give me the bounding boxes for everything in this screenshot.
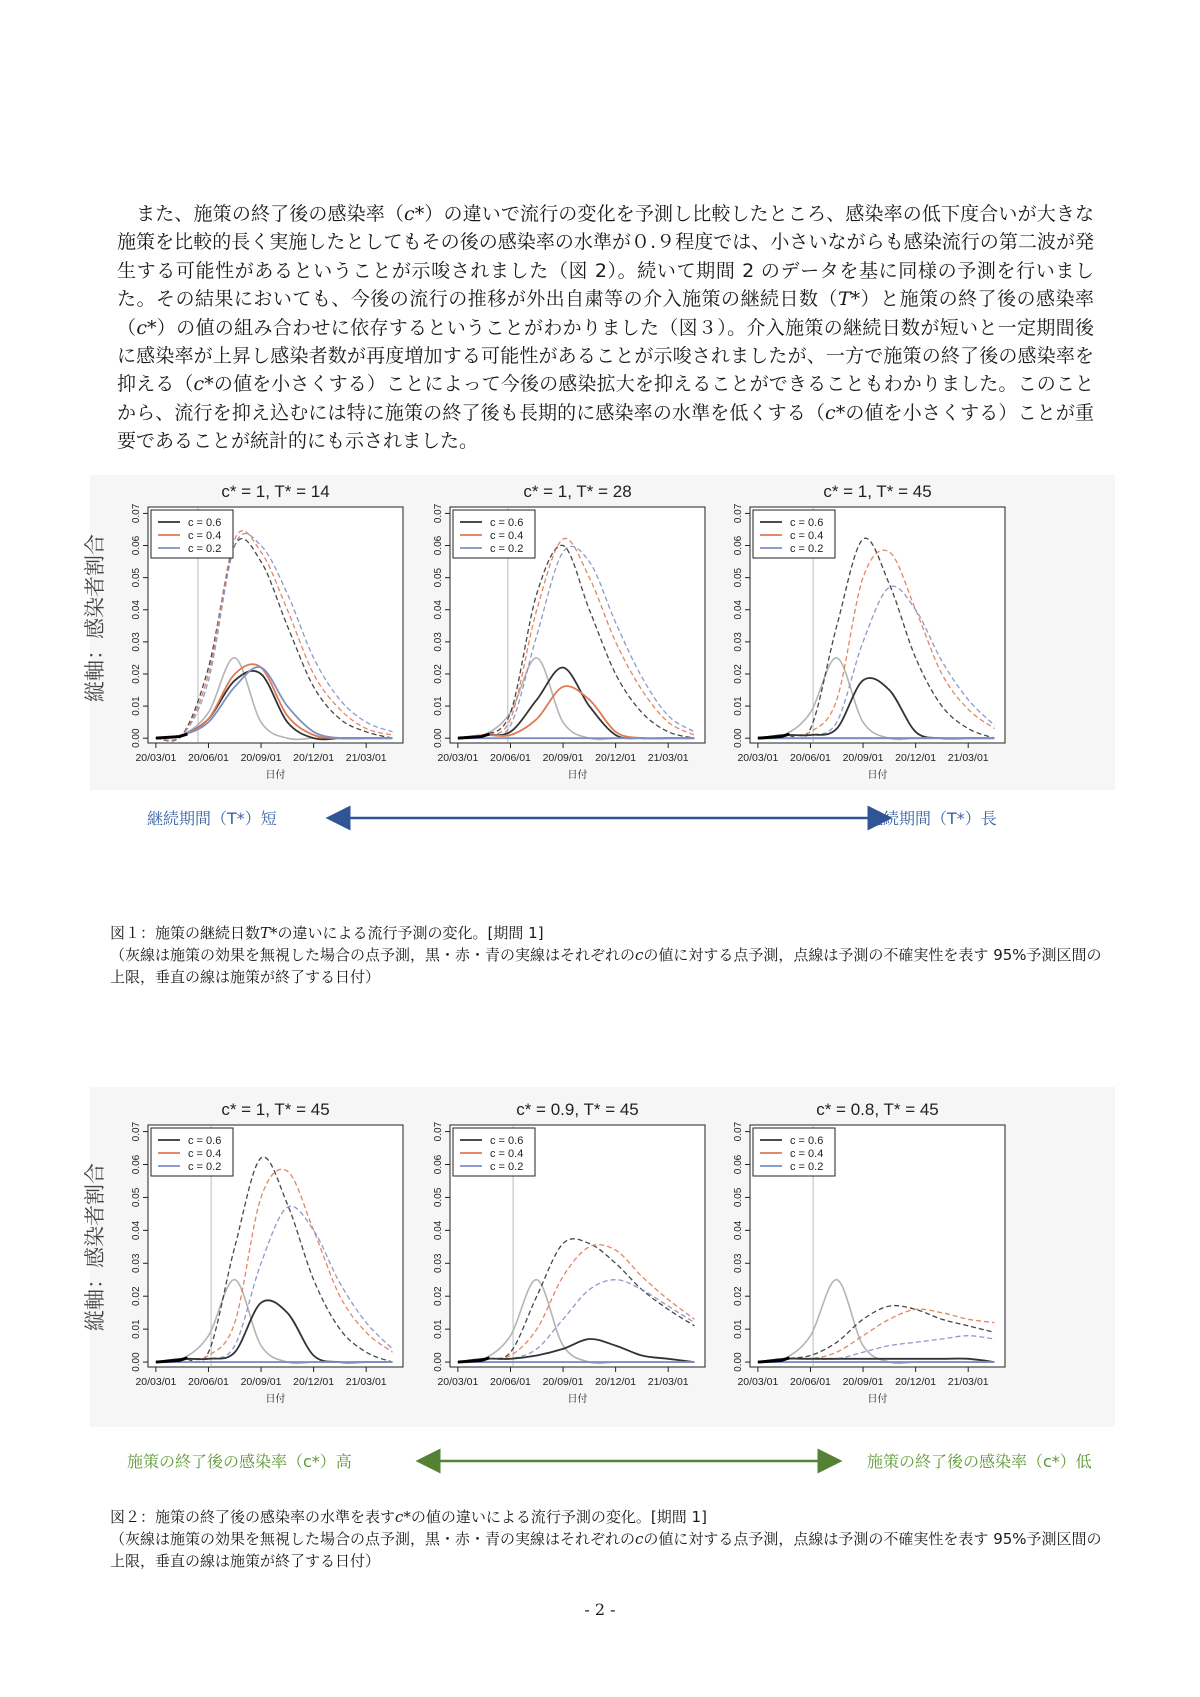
y-tick-label: 0.01	[131, 696, 142, 716]
legend-label: c = 0.2	[490, 1161, 524, 1173]
figure-1-caption: 図１：施策の継続日数T*の違いによる流行予測の変化。[期間 1] （灰線は施策の効果を無視した場合の点予測，黒・赤・青の実線はそれぞれのcの値に対する点予測，点線は予測の不確実性を表す 95%予測区間の上限，垂直の線は施策が終了する日付）	[110, 924, 1102, 986]
fig1-range-arrow	[330, 808, 890, 828]
y-tick-label: 0.05	[433, 1187, 444, 1208]
x-tick-label: 20/03/01	[737, 752, 779, 764]
legend-label: c = 0.2	[790, 1161, 824, 1173]
x-tick-label: 20/06/01	[790, 1376, 831, 1388]
y-tick-label: 0.07	[433, 503, 444, 524]
x-tick-label: 20/06/01	[790, 752, 831, 764]
fig1-range-left-label: 継続期間（T*）短	[147, 809, 277, 828]
x-tick-label: 20/12/01	[595, 752, 637, 764]
y-tick-label: 0.04	[433, 600, 444, 620]
y-tick-label: 0.05	[433, 567, 444, 588]
legend-label: c = 0.6	[188, 1135, 222, 1147]
x-tick-label: 20/03/01	[135, 752, 177, 764]
y-tick-label: 0.00	[433, 1352, 444, 1372]
x-tick-label: 21/03/01	[345, 752, 387, 764]
y-tick-label: 0.01	[131, 1319, 142, 1339]
y-tick-label: 0.03	[433, 1253, 444, 1274]
x-tick-label: 21/03/01	[947, 752, 989, 764]
x-tick-label: 20/12/01	[895, 1376, 937, 1388]
fig1-range-right-label: 継続期間（T*）長	[867, 809, 997, 828]
chart-panel-1	[433, 482, 705, 781]
y-tick-label: 0.01	[433, 1319, 444, 1339]
legend-label: c = 0.2	[188, 543, 222, 555]
y-tick-label: 0.07	[433, 1121, 444, 1142]
legend-label: c = 0.6	[790, 517, 824, 529]
chart-panel-3	[131, 1100, 403, 1405]
x-tick-label: 20/09/01	[542, 1376, 584, 1388]
x-tick-label: 20/03/01	[135, 1376, 177, 1388]
panel-title: c* = 1, T* = 45	[221, 1100, 330, 1119]
panel-title: c* = 1, T* = 28	[523, 482, 632, 501]
x-axis-title: 日付	[867, 770, 888, 781]
y-tick-label: 0.06	[433, 535, 444, 556]
x-tick-label: 20/09/01	[542, 752, 584, 764]
legend-label: c = 0.6	[790, 1135, 824, 1147]
x-axis-title: 日付	[867, 1394, 888, 1405]
y-tick-label: 0.07	[131, 1121, 142, 1142]
x-tick-label: 20/06/01	[490, 1376, 531, 1388]
y-tick-label: 0.03	[733, 632, 744, 652]
figure-2-panels	[83, 1087, 1115, 1427]
y-tick-label: 0.04	[733, 1220, 744, 1241]
panel-title: c* = 1, T* = 14	[221, 482, 330, 501]
legend-label: c = 0.2	[790, 543, 824, 555]
page-number: - 2 -	[584, 1600, 616, 1619]
y-tick-label: 0.00	[131, 728, 142, 748]
y-tick-label: 0.00	[131, 1352, 142, 1372]
y-tick-label: 0.03	[433, 632, 444, 652]
y-tick-label: 0.07	[131, 503, 142, 524]
legend-label: c = 0.6	[490, 517, 524, 529]
y-tick-label: 0.03	[733, 1253, 744, 1274]
legend-label: c = 0.6	[490, 1135, 524, 1147]
legend-label: c = 0.2	[188, 1161, 222, 1173]
legend-label: c = 0.6	[188, 517, 222, 529]
y-tick-label: 0.05	[733, 1187, 744, 1208]
x-axis-title: 日付	[567, 1394, 588, 1405]
figure-2-caption: 図２：施策の終了後の感染率の水準を表すc*の値の違いによる流行予測の変化。[期間 1] （灰線は施策の効果を無視した場合の点予測，黒・赤・青の実線はそれぞれのcの値に対する点予測，点線は予測の不確実性を表す 95%予測区間の上限，垂直の線は施策が終了する日付）	[110, 1508, 1102, 1570]
legend	[753, 510, 835, 558]
y-tick-label: 0.06	[131, 535, 142, 556]
y-tick-label: 0.07	[733, 1121, 744, 1142]
y-axis-label: 縦軸：感染者割合	[83, 1163, 107, 1331]
y-tick-label: 0.04	[131, 600, 142, 620]
x-tick-label: 20/09/01	[842, 752, 884, 764]
x-tick-label: 20/09/01	[240, 752, 282, 764]
y-tick-label: 0.02	[433, 1286, 444, 1306]
legend	[151, 1128, 233, 1176]
y-tick-label: 0.02	[131, 664, 142, 684]
y-tick-label: 0.02	[733, 664, 744, 684]
y-tick-label: 0.02	[433, 664, 444, 684]
x-tick-label: 21/03/01	[345, 1376, 387, 1388]
x-axis-title: 日付	[567, 770, 588, 781]
y-tick-label: 0.07	[733, 503, 744, 524]
y-tick-label: 0.02	[131, 1286, 142, 1306]
x-tick-label: 20/06/01	[490, 752, 531, 764]
figure-1-panels	[83, 475, 1115, 790]
y-tick-label: 0.06	[131, 1154, 142, 1175]
legend	[453, 510, 535, 558]
y-tick-label: 0.00	[433, 728, 444, 748]
x-tick-label: 20/12/01	[293, 1376, 335, 1388]
legend-label: c = 0.4	[790, 530, 824, 542]
figure-1-svg	[83, 475, 1115, 790]
x-tick-label: 20/12/01	[595, 1376, 637, 1388]
y-tick-label: 0.03	[131, 1253, 142, 1274]
legend-label: c = 0.4	[188, 1148, 222, 1160]
x-tick-label: 20/12/01	[895, 752, 937, 764]
chart-panel-4	[433, 1100, 705, 1405]
y-tick-label: 0.01	[733, 1319, 744, 1339]
x-tick-label: 20/06/01	[188, 752, 229, 764]
x-tick-label: 21/03/01	[947, 1376, 989, 1388]
y-tick-label: 0.03	[131, 632, 142, 652]
fig2-range-arrow	[420, 1451, 840, 1471]
y-tick-label: 0.05	[733, 567, 744, 588]
y-tick-label: 0.01	[733, 696, 744, 716]
y-tick-label: 0.04	[433, 1220, 444, 1241]
x-tick-label: 21/03/01	[647, 752, 689, 764]
x-tick-label: 21/03/01	[647, 1376, 689, 1388]
y-tick-label: 0.04	[131, 1220, 142, 1241]
legend-label: c = 0.4	[188, 530, 222, 542]
x-tick-label: 20/09/01	[842, 1376, 884, 1388]
panel-title: c* = 0.9, T* = 45	[516, 1100, 639, 1119]
y-tick-label: 0.05	[131, 567, 142, 588]
y-tick-label: 0.05	[131, 1187, 142, 1208]
legend-label: c = 0.4	[490, 530, 524, 542]
x-tick-label: 20/09/01	[240, 1376, 282, 1388]
legend-label: c = 0.2	[490, 543, 524, 555]
x-axis-title: 日付	[265, 1394, 286, 1405]
legend	[151, 510, 233, 558]
chart-panel-5	[733, 1100, 1005, 1405]
panel-title: c* = 0.8, T* = 45	[816, 1100, 939, 1119]
fig2-range-left-label: 施策の終了後の感染率（c*）高	[127, 1452, 352, 1471]
y-tick-label: 0.06	[733, 535, 744, 556]
fig2-range-right-label: 施策の終了後の感染率（c*）低	[867, 1452, 1092, 1471]
y-tick-label: 0.01	[433, 696, 444, 716]
y-tick-label: 0.04	[733, 600, 744, 620]
legend	[453, 1128, 535, 1176]
legend-label: c = 0.4	[790, 1148, 824, 1160]
y-tick-label: 0.00	[733, 1352, 744, 1372]
x-tick-label: 20/03/01	[737, 1376, 779, 1388]
y-tick-label: 0.02	[733, 1286, 744, 1306]
x-tick-label: 20/03/01	[437, 1376, 479, 1388]
x-tick-label: 20/03/01	[437, 752, 479, 764]
x-tick-label: 20/12/01	[293, 752, 335, 764]
y-axis-label: 縦軸：感染者割合	[83, 534, 107, 702]
y-tick-label: 0.00	[733, 728, 744, 748]
body-paragraph: また、施策の終了後の感染率（c*）の違いで流行の変化を予測し比較したところ、感染率の低下度合いが大きな施策を比較的長く実施したとしてもその後の感染率の水準が０.９程度では、小さいながらも感染流行の第二波が発生する可能性があるということが示唆されました（図 2）。続いて期間 2 のデータを基に同様の予測を行いました。その結果においても、今後の流行の推移が外出自粛等の介入施策の継続日数（T*）と施策の終了後の感染率（c*）の値の組み合わせに依存するということがわかりました（図３）。介入施策の継続日数が短いと一定期間後に感染率が上昇し感染者数が再度増加する可能性があることが示唆されましたが、一方で施策の終了後の感染率を抑える（c*の値を小さくする）ことによって今後の感染拡大を抑えることができることもわかりました。このことから、流行を抑え込むには特に施策の終了後も長期的に感染率の水準を低くする（c*の値を小さくする）ことが重要であることが統計的にも示されました。	[117, 203, 1094, 453]
x-axis-title: 日付	[265, 770, 286, 781]
panel-title: c* = 1, T* = 45	[823, 482, 932, 501]
y-tick-label: 0.06	[433, 1154, 444, 1175]
legend-label: c = 0.4	[490, 1148, 524, 1160]
chart-panel-2	[733, 482, 1005, 781]
y-tick-label: 0.06	[733, 1154, 744, 1175]
legend	[753, 1128, 835, 1176]
chart-panel-0	[131, 482, 403, 781]
figure-2-svg	[83, 1087, 1115, 1427]
x-tick-label: 20/06/01	[188, 1376, 229, 1388]
